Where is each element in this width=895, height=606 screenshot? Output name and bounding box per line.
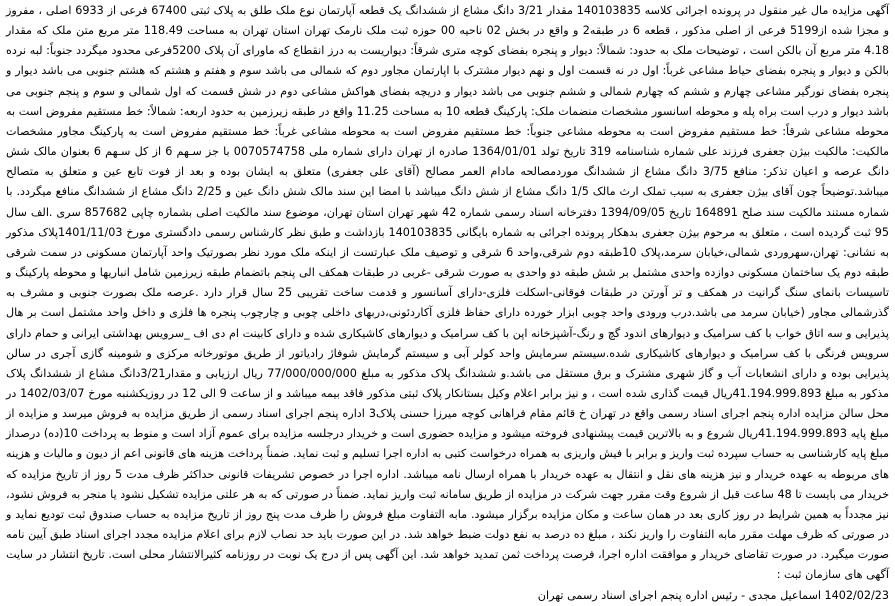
notice-signature: 1402/02/23 اسماعیل مجدی - رئیس اداره پنجم اجرای اسناد رسمی تهران — [537, 588, 889, 602]
notice-body: آگهی مزایده مال غیر منقول در پرونده اجرائی کلاسه 140103835 مقدار 3/21 دانگ مشاع از ششدانگ یک قطعه آپارتمان نوع ملک طلق به پلاک ثبتی 67400 فرعی از 6933 اصلی ، مفروز و مجزا شده از5199 فرعی از اصلی مذکور ، قطعه 6 در طبقه2 و واقع در بخش 02 ناحیه 00 حوزه ثبت ملک نارمک تهران استان تهران به مساحت 118.49 متر مربع متن ملک که مقدار 4.18 متر مربع آن بالکن است ، توضیحات ملک به حدود: شمالاً: دیوار و پنجره بفضای کوچه متری شرقاً: دیواریست به درز انقطاع که ماورای آن پلاک 5200فرعی محدود میگردد جنوباً: لبه نرده بالکن و دیوار و پنجره بفضای حیاط مشاعی غرباً: اول در نه قسمت اول و نهم دیوار مشترک با اپارتمان مجاور دوم که شمالی می باشد سوم و هفتم و هشتم که هشتم جنوبی می باشد دیوار و پنجره بفضای نورگیر مشاعی چهارم و ششم که چهارم شمالی و ششم جنوبی می باشد دیوار و دریچه بفضای هواکش مشاعی دوم در شش قسمت که اول شمالی و سوم و پنجم جنوبی می باشد دیوار و درب است براه پله و محوطه اسانسور مشخصات منضمات ملک: پارکینگ قطعه 10 به مساحت 11.25 واقع در طبقه زیرزمین به حدود اربعه: شمالاً: خط مستقیم مفروض است به محوطه مشاعی شرقاً: خط مستقیم مفروض است به محوطه مشاعی جنوباً: خط مستقیم مفروض است به محوطه مشاعی غرباً: خط مستقیم مفروض است به پارکینگ مجاور مشخصات مالکیت: مالکیت بیژن جعفری فرزند علی شماره شناسنامه 319 تاریخ تولد 1364/01/01 صادره از تهران دارای شماره ملی 0070574758 با جز سـهم 6 از کل سـهم 6 بعنوان مالک شش دانگ عرصه و اعیان تذکر: منافع 3/75 دانگ مشاع از ششدانگ موردمصالحه مادام العمر مصالح (آقای علی جعفری) متعلق به ایشان بوده و بعد از فوت تابع عین و متعلق به متصالح میباشد.توضیحاً چون آقای بیژن جعفری به سبب تملک ارث مالک 1/5 دانگ مشاع از شش دانگ میباشد با امضا این سند مالک شش دانگ عین و 2/25 دانگ مشاع از ششدانگ منافع میگردد. با شماره مستند مالکیت سند صلح 164891 تاریخ 1394/09/05 دفترخانه اسناد رسمی شماره 42 شهر تهران استان تهران، موضوع سند مالکیت اصلی بشماره چاپی 857682 سری .الف سال 95 ثبت گردیده است ، متعلق به مرحوم بیژن جعفری بدهکار پرونده اجرائی به شماره بایگانی 140103835 بازداشت و طبق نظر کارشناس رسمی دادگستری مورخ 1401/11/03پلاک مذکور به نشانی: تهران،سهروردی شمالی،خیابان سرمد،پلاک 10طبقه دوم شرقی،واحد 6 شرقی و توصیف ملک عبارتست از اینکه ملک مورد نظر بصورتیک واحد آپارتمان مسکونی در سمت شرقی طبقه دوم یک ساختمان مسکونی دوازده واحدی مشتمل بر شش طبقه دو واحدی به صورت شرقی -غربی در طبقات همکف الی پنجم باتضمام طبقه زیرزمین شامل انباریها و محوطه پارکینگ و تاسیسات بانمای سنگ گرانیت در همکف و تر آورتن در طبقات فوقانی-اسکلت فلزی-دارای آسانسور و قدمت ساخت تقریبی 25 سال قرار دارد .عرصه ملک بصورت جنوبی و مشرف به گذرشمالی مجاور (خیابان سرمد می باشد.درب ورودی واحد چوبی ابزار خورده دارای حفاظ فلزی آکاردئونی،دربهای داخلی چوبی و چارچوب پنجره ها فلزی و داخل واحد مشتمل است بر هال پذیرایی و سه اتاق خواب با کف سرامیک و دیوارهای اندود گچ و رنگ-آشپزخانه اپن با کف سرامیک و دیوارهای کاشیکاری شده و دارای کابینت ام دی اف _سرویس بهداشتی ایرانی و حمام دارای سرویس فرنگی با کف سرامیک و دیوارهای کاشیکاری شده.سیستم سرمایش واحد کولر آبی و سیستم گرمایش شوفاژ رادیاتور از طریق موتورخانه مرکزی و شومینه گازی آجری در سالن پذیرایی بوده و دارای انشعابات آب و گاز شهری مشترک و برق مستقل می باشد.و ششدانگ پلاک مذکور به مبلغ 77/000/000/000 ریال ارزیابی و مقدار3/21دانگ مشاع از ششدانگ پلاک مذکور به مبلغ 41.194.999.893ریال قیمت گذاری شده است ، و نیز برابر اعلام وکیل بستانکار پلاک ثبتی مذکور فاقد بیمه میباشد و از ساعت 9 الی 12 در روزیکشنبه مورخ 1402/03/07 در محل سالن مزایده اداره پنجم اجرای اسناد رسمی واقع در تهران خ قائم مقام فراهانی کوچه میرزا حسنی پلاک3 اداره پنجم اجرای اسناد رسمی از طریق مزایده به فروش میرسد و مزایده از مبلغ پایه 41.194.999.893ریال شروع و به بالاترین قیمت پیشنهادی فروخته میشود و مزایده حضوری است و خریدار درجلسه مزایده برای عموم آزاد است و منوط به پرداخت 10(ده) درصداز مبلغ پایه کارشناسی به حساب سپرده ثبت واریز و برابر با فیش واریزی به همراه درخواست کتبی به اداره اجرا تسلیم و ثبت نماید. ضمناً پرداخت هزینه های قانونی اعم از دیون و مالیات و هزینه های مربوطه به عهده خریدار و نیز هزینه های نقل و انتقال به عهده خریدار با همراه ارسال نامه میباشد. اداره اجرا در خصوص تشریفات قانونی حداکثر ظرف مدت 5 روز از تاریخ مزایده که خریدار می بایست تا 48 ساعت قبل از شروع وقت مقرر جهت شرکت در مزایده از طریق سامانه ثبت واریز نماید. ضمناً در صورتی که به هر علتی مزایده تشکیل نشود یا منجر به فروش نشود، نیز مجدداً به همین شرایط در روز کاری بعد در همان ساعت و مکان مزایده برگزار میشود. مابه التفاوت مبلغ فروش را ظرف مدت پنج روز از تاریخ مزایده به حساب صندوق ثبت تودیع نماید و در صورتی که ظرف مهلت مقرر مابه التفاوت را واریز نکند ، مبلغ ده درصد به نفع دولت ضبط خواهد شد. در این صورت باید حد نصاب لازم برای اعلام مزایده مجدد اجرای اسناد طبق آیین نامه صورت میگیرد. در صورت تقاضای خریدار و موافقت اداره اجرا، فرصت پرداخت ثمن تمدید خواهد شد. این آگهی پس از درج یک نوبت در روزنامه کثیرالانتشار محلی است. تاریخ انتشار در سایت آگهی های سازمان ثبت : — [6, 4, 890, 582]
